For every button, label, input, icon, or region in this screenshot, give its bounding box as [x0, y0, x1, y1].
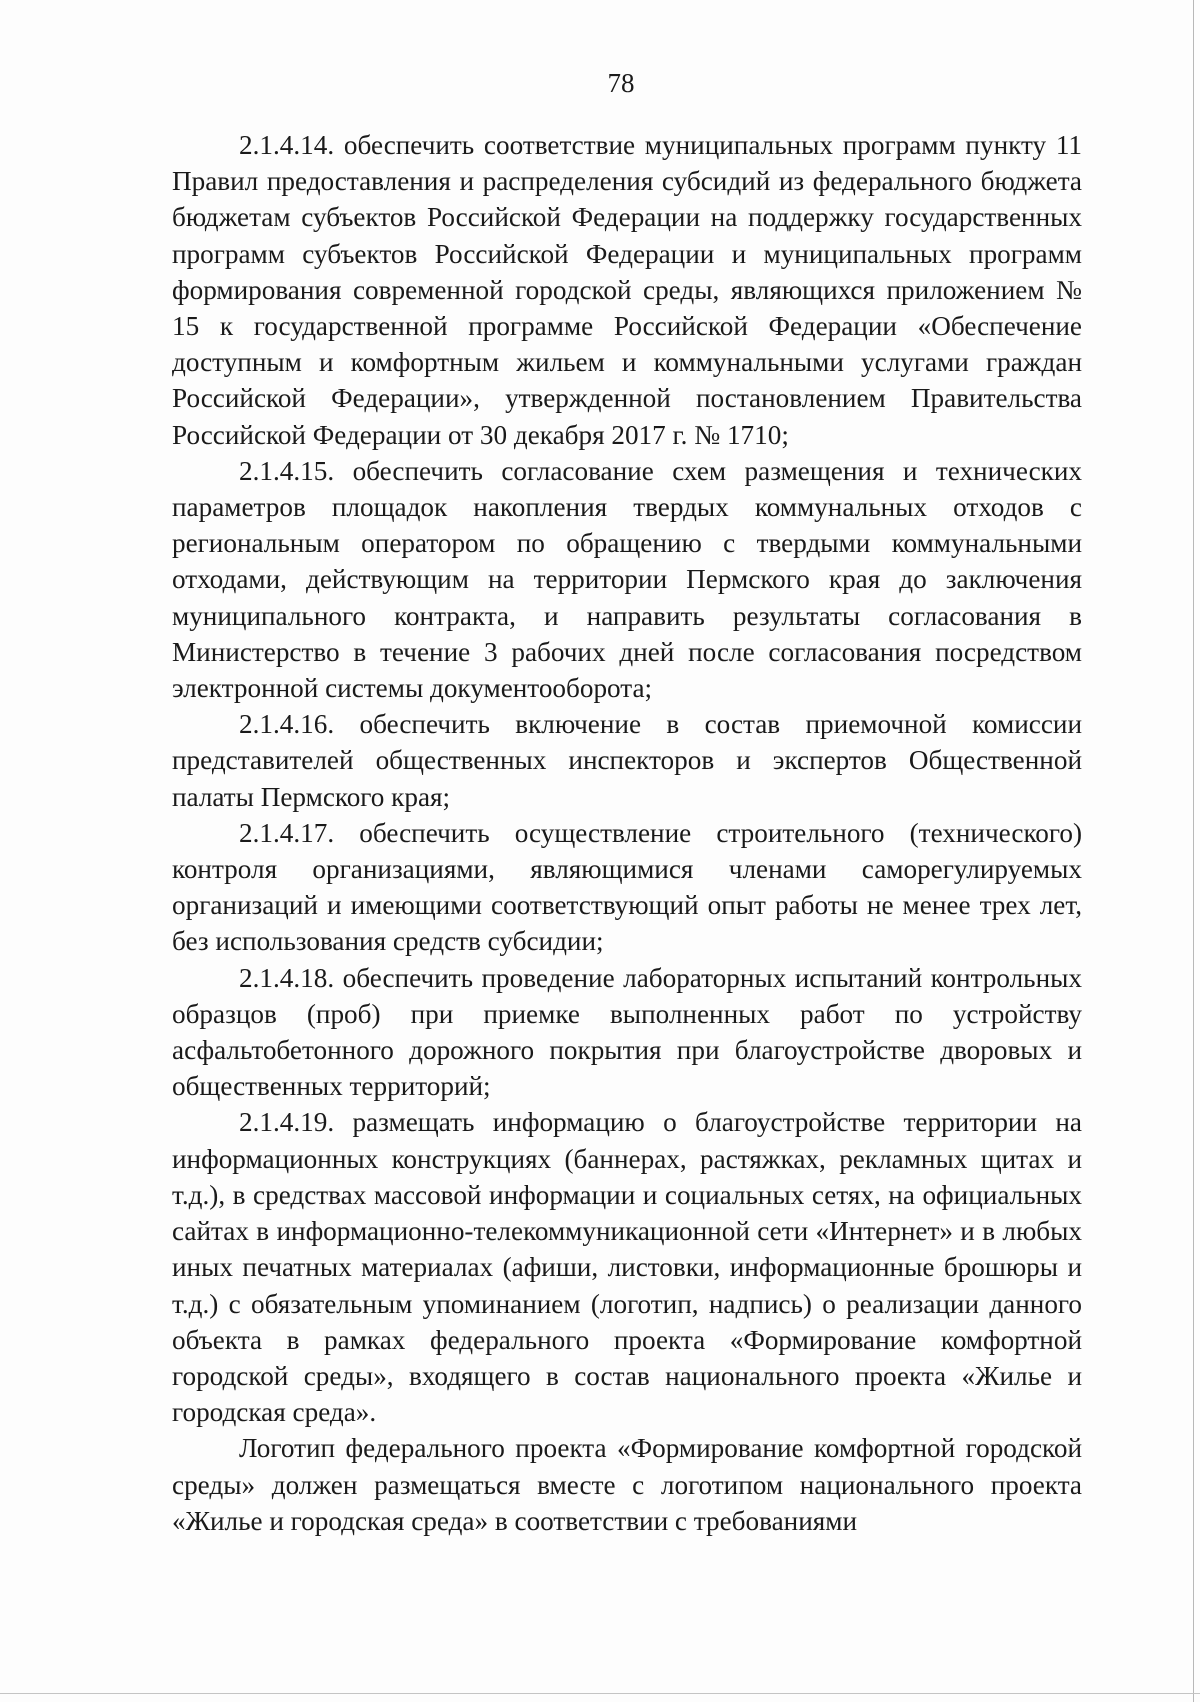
paragraph-2-1-4-17: 2.1.4.17. обеспечить осуществление строительного (технического) контроля организациями, являющимися членами саморегулируемых организаций и имеющими соответствующий опыт работы не менее трех лет, без использования средств субсидии; [172, 817, 1082, 957]
paragraph-2-1-4-18: 2.1.4.18. обеспечить проведение лабораторных испытаний контрольных образцов (проб) при приемке выполненных работ по устройству асфальтобетонного дорожного покрытия при благоустройстве дворовых и общественных территорий; [172, 962, 1082, 1102]
page-edge-bottom [0, 1693, 1200, 1694]
document-body [172, 127, 1082, 1539]
paragraph-logo-requirements: Логотип федерального проекта «Формирование комфортной городской среды» должен размещаться вместе с логотипом национального проекта «Жилье и городская среда» в соответствии с требованиями [172, 1433, 1082, 1536]
paragraph-2-1-4-15: 2.1.4.15. обеспечить согласование схем размещения и технических параметров площадок накопления твердых коммунальных отходов с региональным оператором по обращению с твердыми коммунальными отходами, действующим на территории Пермского края до заключения муниципального контракта, и направить результаты согласования в Министерство в течение 3 рабочих дней после согласования посредством электронной системы документооборота; [172, 455, 1082, 704]
page-number: 78 [607, 68, 635, 98]
paragraph-2-1-4-14: 2.1.4.14. обеспечить соответствие муниципальных программ пункту 11 Правил предоставления и распределения субсидий из федерального бюджета бюджетам субъектов Российской Федерации на поддержку государственных программ субъектов Российской Федерации и муниципальных программ формирования современной городской среды, являющихся приложением № 15 к государственной программе Российской Федерации «Обеспечение доступным и комфортным жильем и коммунальными услугами граждан Российской Федерации», утвержденной постановлением Правительства Российской Федерации от 30 декабря 2017 г. № 1710; [172, 130, 1082, 450]
paragraph-2-1-4-19: 2.1.4.19. размещать информацию о благоустройстве территории на информационных конструкциях (баннерах, растяжках, рекламных щитах и т.д.), в средствах массовой информации и социальных сетях, на официальных сайтах в информационно-телекоммуникационной сети «Интернет» и в любых иных печатных материалах (афиши, листовки, информационные брошюры и т.д.) с обязательным упоминанием (логотип, надпись) о реализации данного объекта в рамках федерального проекта «Формирование комфортной городской среды», входящего в состав национального проекта «Жилье и городская среда». [172, 1107, 1082, 1428]
page-edge-right [1193, 0, 1194, 1702]
paragraph-2-1-4-16: 2.1.4.16. обеспечить включение в состав приемочной комиссии представителей общественных инспекторов и экспертов Общественной палаты Пермского края; [172, 709, 1082, 812]
